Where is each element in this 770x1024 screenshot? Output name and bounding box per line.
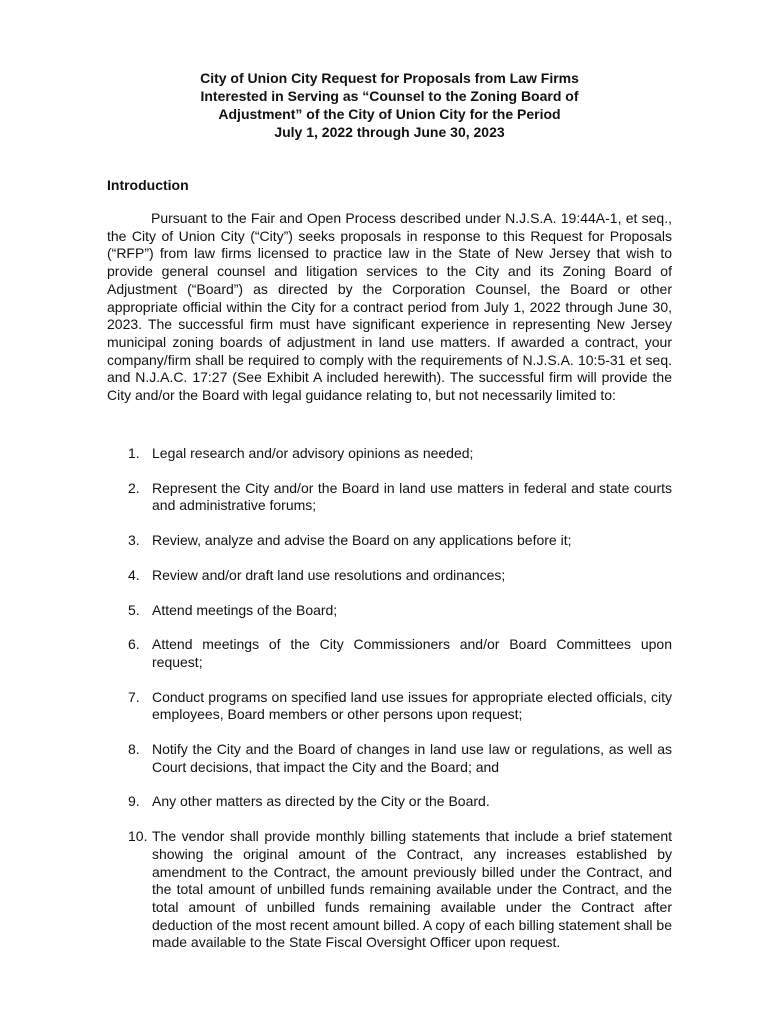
list-item	[107, 480, 672, 515]
title-line: City of Union City Request for Proposals from Law Firms	[200, 70, 579, 86]
list-item-text: Represent the City and/or the Board in land use matters in federal and state courts and administrative forums;	[152, 479, 672, 514]
list-item-number: 10.	[128, 828, 148, 845]
list-item-number: 6.	[128, 636, 140, 653]
list-item-text: Review and/or draft land use resolutions and ordinances;	[152, 566, 506, 583]
title-line: Adjustment” of the City of Union City for the Period	[218, 106, 561, 122]
list-item	[107, 445, 672, 463]
section-heading: Introduction	[107, 177, 189, 193]
title-line: July 1, 2022 through June 30, 2023	[274, 124, 505, 140]
list-item-number: 9.	[128, 793, 140, 810]
intro-paragraph: Pursuant to the Fair and Open Process described under N.J.S.A. 19:44A-1, et seq., the City of Union City (“City”) seeks proposals in response to this Request for Proposals (“RFP”) from law firms licensed to practice law in the State of New Jersey that wish to provide general counsel and litigation services to the City and its Zoning Board of Adjustment (“Board”) as directed by the Corporation Counsel, the Board or other appropriate official within the City for a contract period from July 1, 2022 through June 30, 2023. The successful firm must have significant experience in representing New Jersey municipal zoning boards of adjustment in land use matters. If awarded a contract, your company/firm shall be required to comply with the requirements of N.J.S.A. 10:5-31 et seq. and N.J.A.C. 17:27 (See Exhibit A included herewith). The successful firm will provide the City and/or the Board with legal guidance relating to, but not necessarily limited to:	[107, 210, 672, 404]
list-item-number: 1.	[128, 445, 140, 461]
list-item	[107, 532, 672, 550]
list-item	[107, 741, 672, 776]
list-item	[107, 793, 672, 811]
list-item-text: Notify the City and the Board of changes in land use law or regulations, as well as Court decisions, that impact the City and the Board; and	[152, 741, 672, 775]
services-list	[107, 445, 672, 969]
list-item	[107, 602, 672, 620]
list-item-number: 2.	[128, 479, 140, 496]
list-item-text: Attend meetings of the City Commissioners and/or Board Committees upon request;	[152, 636, 672, 670]
list-item	[107, 636, 672, 671]
list-item-number: 5.	[128, 601, 140, 618]
list-item-text: Any other matters as directed by the City or the Board.	[152, 793, 490, 810]
list-item-text: Review, analyze and advise the Board on any applications before it;	[152, 532, 572, 549]
list-item-text: Attend meetings of the Board;	[152, 601, 338, 618]
list-item-number: 7.	[128, 688, 140, 705]
list-item	[107, 689, 672, 724]
list-item-number: 4.	[128, 566, 140, 583]
document-title	[107, 69, 672, 141]
list-item-text: The vendor shall provide monthly billing statements that include a brief statement showing the original amount of the Contract, any increases established by amendment to the Contract, the amount previously billed under the Contract, and the total amount of unbilled funds remaining available under the Contract, and the total amount of unbilled funds remaining available under the Contract after deduction of the most recent amount billed. A copy of each billing statement shall be made available to the State Fiscal Oversight Officer upon request.	[152, 828, 672, 951]
list-item-number: 8.	[128, 741, 140, 758]
list-item	[107, 567, 672, 585]
list-item	[107, 828, 672, 952]
list-item-text: Legal research and/or advisory opinions as needed;	[152, 445, 474, 461]
list-item-number: 3.	[128, 532, 140, 549]
title-line: Interested in Serving as “Counsel to the Zoning Board of	[200, 88, 579, 104]
list-item-text: Conduct programs on specified land use issues for appropriate elected officials, city employees, Board members or other persons upon request;	[152, 688, 672, 723]
